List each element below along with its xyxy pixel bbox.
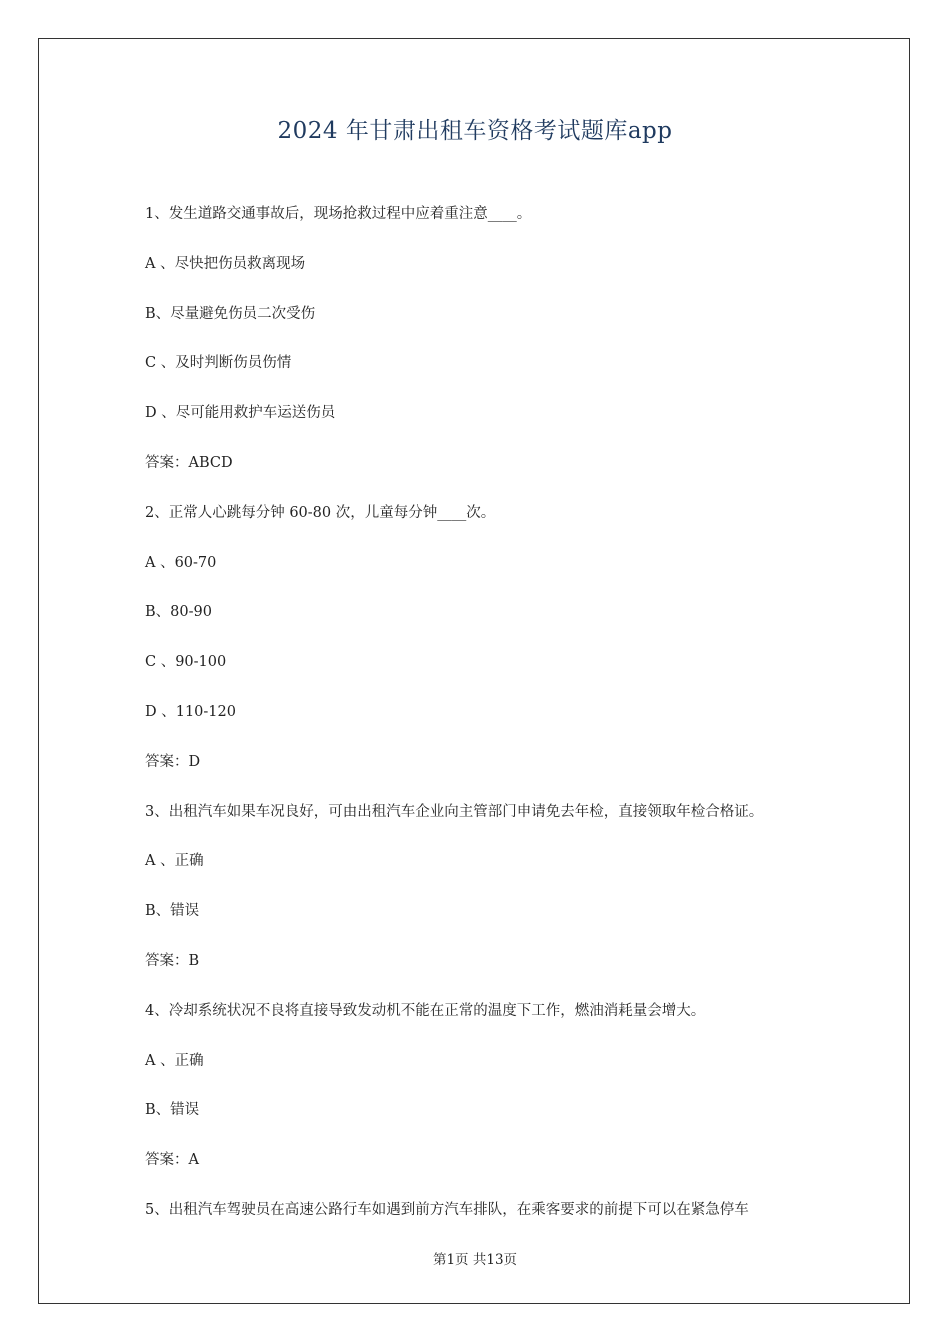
question-answer: 答案：ABCD xyxy=(145,454,233,471)
question-answer: 答案：D xyxy=(145,753,201,770)
question-answer: 答案：B xyxy=(145,952,200,969)
question-option: A 、正确 xyxy=(145,1052,204,1069)
question-option: B、错误 xyxy=(145,903,200,920)
question-option: B、错误 xyxy=(145,1102,200,1119)
document-title: 2024 年甘肃出租车资格考试题库app xyxy=(277,118,673,144)
question-option: C 、90-100 xyxy=(145,654,227,671)
question-stem: 4、冷却系统状况不良将直接导致发动机不能在正常的温度下工作，燃油消耗量会增大。 xyxy=(145,1002,706,1019)
question-option: C 、及时判断伤员伤情 xyxy=(145,355,292,372)
question-option: B、80-90 xyxy=(145,604,212,621)
question-option: A 、尽快把伤员救离现场 xyxy=(145,255,306,272)
question-stem: 2、正常人心跳每分钟 60-80 次，儿童每分钟____次。 xyxy=(145,504,496,521)
question-option: B、尽量避免伤员二次受伤 xyxy=(145,305,316,322)
question-list xyxy=(145,200,825,1246)
question-option: A 、正确 xyxy=(145,853,204,870)
page-footer: 第1页 共13页 xyxy=(432,1252,518,1268)
question-option: A 、60-70 xyxy=(145,554,217,571)
question-stem: 5、出租汽车驾驶员在高速公路行车如遇到前方汽车排队，在乘客要求的前提下可以在紧急停车 xyxy=(145,1201,749,1218)
question-stem: 1、发生道路交通事故后，现场抢救过程中应着重注意____。 xyxy=(145,206,532,222)
question-option: D 、110-120 xyxy=(145,703,236,720)
question-option: D 、尽可能用救护车运送伤员 xyxy=(145,405,336,422)
question-answer: 答案：A xyxy=(145,1152,199,1169)
question-stem: 3、出租汽车如果车况良好，可由出租汽车企业向主管部门申请免去年检，直接领取年检合格证。 xyxy=(145,803,764,820)
